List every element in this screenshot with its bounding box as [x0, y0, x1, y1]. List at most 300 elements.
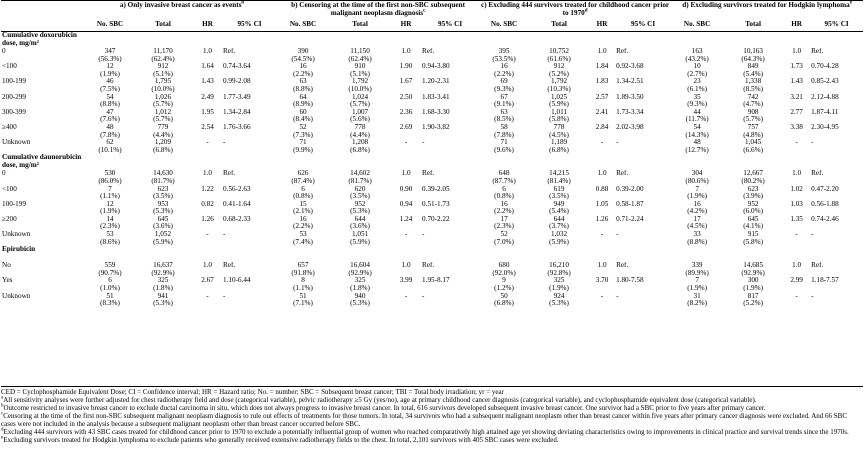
table-cell: 10,752 (61.6%) [547, 48, 571, 63]
column-header: Total [723, 21, 783, 32]
table-cell: - [795, 292, 798, 300]
table-cell: 1.83 [595, 78, 609, 86]
table-cell: 14,602 (81.7%) [348, 170, 372, 185]
table-cell: 1,792 (10.3%) [547, 78, 571, 93]
table-cell: 1.0 [792, 170, 802, 178]
table-cell: 1.0 [203, 170, 212, 178]
table-cell: 0.94-3.80 [422, 63, 450, 71]
row-label: 100-199 [2, 78, 26, 86]
table-cell: - [223, 139, 226, 147]
table-cell: 1.35 [790, 215, 803, 223]
table-cell: Ref. [811, 48, 824, 55]
table-cell: 63 (8.5%) [494, 108, 514, 124]
table-cell: - [795, 231, 798, 239]
table-row [1, 186, 863, 201]
table-cell: 6 (0.8%) [494, 185, 514, 201]
row-label: <100 [2, 63, 17, 71]
table-row [1, 170, 863, 185]
table-cell: 1.02 [790, 185, 803, 193]
table-cell: 14,215 (81.4%) [547, 170, 571, 185]
row-label: Unknown [2, 139, 31, 147]
table-cell: - [616, 139, 619, 147]
table-cell: 0.47-2.20 [811, 185, 839, 193]
table-cell: 16 (2.2%) [293, 63, 313, 78]
table-row [1, 277, 863, 292]
footnote [1, 404, 861, 412]
table-cell: 0.88 [595, 185, 609, 193]
table-cell: 1,052 (5.9%) [153, 231, 173, 246]
table-cell: 912 (5.2%) [549, 63, 569, 78]
table-cell: 347 (56.3%) [98, 48, 122, 63]
row-label: No [2, 262, 11, 270]
table-cell: 1.24 [399, 215, 413, 223]
table-cell: 2.50 [399, 93, 413, 101]
table-cell: 52 (7.3%) [293, 123, 313, 139]
table-cell: 2.69 [399, 123, 413, 131]
table-cell: 17 (2.3%) [494, 215, 514, 231]
table-cell: 16 (4.2%) [687, 200, 707, 216]
table-cell: 0.99-2.08 [223, 78, 251, 86]
table-cell: 1.05 [595, 200, 609, 208]
table-cell: 53 (8.6%) [100, 231, 120, 246]
table-cell: 1.68-3.30 [422, 108, 450, 116]
corner-subheader [1, 21, 87, 32]
table-cell: 0.85-2.43 [811, 78, 839, 86]
row-label: Unknown [2, 231, 31, 239]
table-cell: 1,026 (5.7%) [153, 93, 173, 109]
table-cell: 1.0 [203, 48, 212, 55]
table-cell: 530 (86.0%) [98, 170, 122, 185]
table-cell: 17 (4.5%) [687, 215, 707, 231]
table-cell: - [223, 292, 226, 300]
table-cell: 6 (0.8%) [293, 185, 313, 201]
table-row [1, 216, 863, 231]
table-cell: 3.70 [595, 277, 609, 285]
row-label: 100-199 [2, 200, 26, 208]
table-cell: 1,795 (10.0%) [151, 78, 175, 93]
section-title: Epirubicin [2, 246, 36, 254]
table-cell: 1.0 [792, 48, 802, 55]
table-cell: 1.20-2.31 [422, 78, 450, 86]
table-cell: - [404, 231, 408, 239]
table-cell: 1,045 (6.6%) [743, 139, 763, 154]
table-cell: 1,032 (5.9%) [549, 231, 569, 246]
table-cell: 1.67 [399, 78, 413, 86]
table-row [1, 124, 863, 139]
table-cell: 953 (5.3%) [153, 200, 173, 216]
table-cell: 64 (8.9%) [293, 93, 313, 109]
column-header: Total [529, 21, 589, 32]
table-cell: 11,150 (62.4%) [348, 48, 372, 63]
table-cell: 53 (7.4%) [293, 231, 313, 246]
table-row [1, 262, 863, 277]
group-header-b: b) Censoring at the time of the first non-SBC subsequent malignant neoplasm diagnosis$^c$ [277, 1, 479, 22]
row-label: ≥200 [2, 215, 17, 223]
row-label: 200-299 [2, 93, 26, 101]
table-cell: 908 (5.7%) [743, 108, 763, 124]
table-cell: 71 (9.6%) [494, 139, 514, 154]
column-header: No. SBC [671, 21, 723, 32]
table-cell: 6 (1.0%) [100, 277, 120, 293]
table-cell: - [422, 292, 425, 300]
table-bottom-rule [1, 386, 863, 387]
footnote [1, 428, 861, 436]
table-cell: 757 (4.8%) [743, 123, 763, 139]
table-cell: Ref. [422, 170, 435, 178]
table-cell: 31 (8.2%) [687, 292, 707, 308]
table-cell: 14,630 (81.7%) [151, 170, 175, 185]
table-cell: 67 (9.1%) [494, 93, 514, 109]
table-cell: 645 (4.1%) [743, 215, 763, 231]
table-cell: 742 (4.7%) [743, 93, 763, 109]
table-cell: 1.34-2.51 [616, 78, 644, 86]
table-cell: 3.21 [790, 93, 803, 101]
table-cell: 0.56-1.88 [811, 200, 839, 208]
table-cell: 35 (9.3%) [687, 93, 707, 109]
table-cell: Ref. [616, 48, 629, 55]
footnote-text: Censoring at the time of the first non-SBC subsequent malignant neoplasm diagnosis to rule out effects of treatments for those tumors. In total, 34 survivors who had a subsequent malignant neoplasm other than breast cancer within five years after primary cancer diagnosis were excluded. And 66 SBC cases were not included in the analysis because a subsequent malignant neoplasm other than breast cancer occurred before SBC. [1, 412, 847, 428]
table-cell: 620 (3.5%) [350, 185, 370, 201]
group-header-d: d) Excluding survivors treated for Hodgkin lymphoma$^e$ [671, 1, 863, 22]
table-cell: 16 (2.2%) [494, 63, 514, 78]
table-cell: - [795, 139, 798, 147]
table-cell: 1.10-6.44 [223, 277, 251, 285]
table-cell: Ref. [223, 262, 236, 270]
table-cell: 390 (54.5%) [291, 48, 315, 63]
row-label: Yes [2, 277, 13, 285]
table-cell: 50 (6.8%) [494, 292, 514, 308]
column-header: 95% CI [615, 21, 671, 32]
table-cell: 48 (7.8%) [100, 123, 120, 139]
table-cell: 1.73-3.34 [616, 108, 644, 116]
table-row [1, 293, 863, 308]
table-cell: 1,189 (6.8%) [549, 139, 569, 154]
table-cell: 623 (3.5%) [153, 185, 173, 201]
table-cell: 1.34-2.84 [223, 108, 251, 116]
table-cell: 0.51-1.73 [422, 200, 450, 208]
table-cell: 644 (3.7%) [549, 215, 569, 231]
table-cell: - [616, 231, 619, 239]
column-header: Total [329, 21, 391, 32]
footnote-text: Excluding survivors treated for Hodgkin lymphoma to exclude patients who generally received extensive radiotherapy fields to the chest. In total, 2,101 survivors with 405 SBC cases were excluded. [3, 436, 559, 444]
table-cell: - [404, 139, 408, 147]
table-cell: 0.71-2.24 [616, 215, 644, 223]
column-header: HR [193, 21, 222, 32]
footnote-marker: c [1, 411, 4, 417]
table-cell: Ref. [422, 262, 435, 270]
table-cell: - [206, 231, 209, 239]
table-cell: 16,637 (92.9%) [151, 262, 175, 277]
footnote [1, 396, 861, 404]
table-cell: 12 (1.9%) [100, 200, 120, 216]
table-cell: Ref. [422, 48, 435, 55]
table-cell: 778 (4.4%) [350, 123, 370, 139]
table-cell: 924 (5.3%) [549, 292, 569, 308]
table-cell: 325 (1.9%) [549, 277, 569, 293]
table-cell: 778 (4.5%) [549, 123, 569, 139]
table-cell: 1.83-3.41 [422, 93, 450, 101]
table-cell: 1.87-4.11 [811, 108, 839, 116]
table-cell: 1.0 [792, 262, 802, 270]
table-cell: 910 (5.1%) [350, 63, 370, 78]
table-cell: 1.26 [201, 215, 214, 223]
table-cell: 0.41-1.64 [223, 200, 251, 208]
table-cell: 644 (3.6%) [350, 215, 370, 231]
table-cell: 14,685 (92.9%) [741, 262, 765, 277]
table-cell: 949 (5.4%) [549, 200, 569, 216]
table-cell: 14 (2.3%) [100, 215, 120, 231]
table-cell: 339 (89.9%) [685, 262, 709, 277]
footnote-marker: b [1, 403, 4, 409]
table-cell: - [404, 292, 408, 300]
table-cell: 1.76-3.66 [223, 123, 251, 131]
table-cell: 16,210 (92.8%) [547, 262, 571, 277]
table-row [1, 139, 863, 154]
table-cell: - [223, 231, 226, 239]
table-cell: - [600, 139, 604, 147]
table-cell: 62 (10.1%) [98, 139, 122, 154]
table-cell: 1.03 [790, 200, 803, 208]
table-cell: 1,051 (5.9%) [350, 231, 370, 246]
table-cell: 395 (53.5%) [492, 48, 516, 63]
table-cell: 11,170 (62.4%) [151, 48, 175, 63]
table-cell: 941 (5.3%) [153, 292, 173, 308]
column-header: HR [391, 21, 421, 32]
table-cell: 54 (8.8%) [100, 93, 120, 109]
table-cell: 1,209 (6.8%) [153, 139, 173, 154]
table-cell: 1,012 (5.7%) [153, 108, 173, 124]
table-cell: 300 (1.9%) [743, 277, 763, 293]
table-cell: 952 (5.3%) [350, 200, 370, 216]
footnote [1, 388, 861, 396]
table-cell: 1,007 (5.6%) [350, 108, 370, 124]
table-cell: 0.94 [399, 200, 413, 208]
section-header-row [1, 154, 863, 170]
footnote-text: Outcome restricted to invasive breast cancer to exclude ductal carcinoma in situ, which does not always progress to invasive breast cancer. In total, 616 survivors developed subsequent invasive breast cancer. One survivor had a SBC prior to five years after primary cancer. [3, 404, 766, 412]
table-cell: - [206, 292, 209, 300]
footnote-text: CED = Cyclophosphamide Equivalent Dose; CI = Confidence interval; HR = Hazard ratio; No. = number; SBC = Subsequent breast cancer; TBI = Total body irradiation; yr = year [1, 388, 504, 396]
table-cell: 9 (1.2%) [494, 277, 514, 293]
table-cell: 1.0 [597, 262, 607, 270]
table-cell: Ref. [223, 170, 236, 178]
table-cell: 912 (5.1%) [153, 63, 173, 78]
table-cell: - [422, 139, 425, 147]
table-cell: Ref. [811, 262, 824, 270]
footnote-marker: e [1, 435, 4, 441]
table-row [1, 63, 863, 78]
table-cell: 0.39-2.00 [616, 185, 644, 193]
column-header: 95% CI [222, 21, 277, 32]
row-label: 300-399 [2, 108, 26, 116]
column-header: No. SBC [277, 21, 329, 32]
table-cell: 1.26 [595, 215, 609, 223]
footnotes [1, 388, 861, 444]
table-cell: 619 (3.5%) [549, 185, 569, 201]
table-cell: 0.56-2.63 [223, 185, 251, 193]
table-cell: 1.84 [595, 63, 609, 71]
section-header-row [1, 32, 863, 49]
row-label: ≥400 [2, 123, 17, 131]
table-cell: 1.43 [790, 78, 803, 86]
table-cell: 163 (43.2%) [685, 48, 709, 63]
table-cell: 648 (87.7%) [492, 170, 516, 185]
table-cell: 71 (9.9%) [293, 139, 313, 154]
sensitivity-analysis-table [1, 0, 863, 308]
table-cell: 1.73 [790, 63, 803, 71]
table-cell: 44 (11.7%) [685, 108, 709, 124]
table-cell: 1.95-8.17 [422, 277, 450, 285]
table-cell: 10,163 (64.3%) [741, 48, 765, 63]
table-cell: Ref. [811, 170, 824, 178]
row-label: <100 [2, 185, 17, 193]
table-cell: 952 (6.0%) [743, 200, 763, 216]
table-row [1, 94, 863, 109]
table-cell: 2.67 [201, 277, 214, 285]
table-cell: 2.02-3.98 [616, 123, 644, 131]
column-header: Total [133, 21, 193, 32]
table-cell: 325 (1.8%) [350, 277, 370, 293]
table-cell: Ref. [616, 262, 629, 270]
table-cell: 16,604 (92.9%) [348, 262, 372, 277]
group-header-a: a) Only invasive breast cancer as events$^b$ [87, 1, 277, 22]
table-cell: 623 (3.9%) [743, 185, 763, 201]
table-cell: 0.74-3.64 [223, 63, 251, 71]
table-cell: 325 (1.8%) [153, 277, 173, 293]
table-cell: 12 (1.9%) [100, 63, 120, 78]
footnote-text: All sensitivity analyses were further adjusted for chest radiotherapy field and dose (categorical variable), pelvic radiotherapy ≥5 Gy (yes/no), age at primary childhood cancer diagnosis (categorical variable), and cyclophosphamide equivalent dose (categorical variable). [3, 396, 757, 404]
table-cell: - [422, 231, 425, 239]
table-cell: 7 (1.9%) [687, 277, 707, 293]
table-cell: 52 (7.0%) [494, 231, 514, 246]
table-cell: - [811, 292, 814, 300]
table-cell: 0.74-2.46 [811, 215, 839, 223]
row-label: 0 [2, 48, 6, 55]
table-cell: 2.57 [595, 93, 609, 101]
table-cell: 559 (90.7%) [98, 262, 122, 277]
table-cell: 2.49 [201, 93, 214, 101]
table-cell: 60 (8.4%) [293, 108, 313, 124]
table-cell: 8 (1.1%) [293, 277, 313, 293]
table-row [1, 201, 863, 216]
table-cell: 1.64 [201, 63, 214, 71]
table-cell: 0.70-4.28 [811, 63, 839, 71]
table-cell: - [206, 139, 209, 147]
table-cell: 2.41 [595, 108, 609, 116]
table-cell: 1.43 [201, 78, 214, 86]
footnote-text: Excluding 444 survivors with 43 SBC cases treated for childhood cancer prior to 1970 to exclude a potentially influential group of women who reached comparatively high attained age yet showing deviating characteristics owing to improvements in clinical practice and survival trends since the 1970s. [3, 428, 849, 436]
table-cell: 0.68-2.33 [223, 215, 251, 223]
table-cell: 51 (7.1%) [293, 292, 313, 308]
footnote-marker: d [1, 427, 4, 433]
table-cell: 1,024 (5.7%) [350, 93, 370, 109]
table-cell: 15 (2.1%) [293, 200, 313, 216]
table-cell: 46 (7.5%) [100, 78, 120, 93]
table-cell: 3.38 [790, 123, 803, 131]
footnote-marker: a [1, 395, 4, 401]
table-cell: 940 (5.3%) [350, 292, 370, 308]
table-cell: 33 (8.8%) [687, 231, 707, 246]
table-cell: 2.30-4.95 [811, 123, 839, 131]
table-cell: - [616, 292, 619, 300]
table-cell: 680 (92.0%) [492, 262, 516, 277]
table-cell: 7 (1.9%) [687, 185, 707, 201]
table-cell: 16 (2.2%) [494, 200, 514, 216]
group-header-c: c) Excluding 444 survivors treated for childhood cancer prior to 1970$^d$ [479, 1, 671, 22]
table-cell: 1,025 (5.9%) [549, 93, 569, 109]
table-cell: 12,667 (80.2%) [741, 170, 765, 185]
table-cell: Ref. [616, 170, 629, 178]
table-cell: 1.0 [401, 170, 411, 178]
table-cell: 817 (5.2%) [743, 292, 763, 308]
section-title: Cumulative daunorubicin dose, mg/m² [2, 154, 82, 169]
table-cell: 47 (7.6%) [100, 108, 120, 124]
table-cell: 1.89-3.50 [616, 93, 644, 101]
table-cell: 51 (8.3%) [100, 292, 120, 308]
table-cell: 23 (6.1%) [687, 78, 707, 93]
table-cell: 1,792 (10.0%) [348, 78, 372, 93]
column-header: No. SBC [87, 21, 133, 32]
table-cell: - [600, 231, 604, 239]
table-cell: 0.70-2.22 [422, 215, 450, 223]
table-cell: 1.90-3.82 [422, 123, 450, 131]
section-title: Cumulative doxorubicin dose, mg/m² [2, 31, 77, 47]
table-row [1, 48, 863, 63]
table-cell: 1.18-7.57 [811, 277, 839, 285]
table-cell: 58 (7.8%) [494, 123, 514, 139]
row-label: 0 [2, 170, 6, 178]
table-row [1, 109, 863, 124]
table-cell: 849 (5.4%) [743, 63, 763, 78]
table-cell: 645 (3.6%) [153, 215, 173, 231]
corner-header [1, 1, 87, 22]
table-cell: 2.84 [595, 123, 609, 131]
table-cell: 626 (87.4%) [291, 170, 315, 185]
table-cell: 54 (14.3%) [685, 123, 709, 139]
table-cell: 1.80-7.58 [616, 277, 644, 285]
table-cell: - [811, 231, 814, 239]
table-cell: 1.0 [203, 262, 212, 270]
table-cell: 657 (91.8%) [291, 262, 315, 277]
table-cell: 1,208 (6.8%) [350, 139, 370, 154]
table-cell: 1.90 [399, 63, 413, 71]
table-cell: 3.99 [399, 277, 413, 285]
column-header: HR [783, 21, 810, 32]
table-cell: 0.82 [201, 200, 214, 208]
table-cell: 0.90 [399, 185, 413, 193]
table-cell: 1.22 [201, 185, 214, 193]
table-cell: 10 (2.7%) [687, 63, 707, 78]
table-cell: 48 (12.7%) [685, 139, 709, 154]
table-cell: 0.58-1.87 [616, 200, 644, 208]
table-cell: 0.92-3.68 [616, 63, 644, 71]
table-cell: 2.36 [399, 108, 413, 116]
table-cell: 16 (2.2%) [293, 215, 313, 231]
table-cell: 779 (4.4%) [153, 123, 173, 139]
table-cell: 2.99 [790, 277, 803, 285]
column-header: 95% CI [421, 21, 479, 32]
table-row [1, 231, 863, 246]
table-cell: 1.0 [597, 170, 607, 178]
table-cell: 304 (80.6%) [685, 170, 709, 185]
table-cell: 1.0 [597, 48, 607, 55]
column-header: 95% CI [810, 21, 863, 32]
table-cell: 1.0 [401, 48, 411, 55]
table-cell: 69 (9.3%) [494, 78, 514, 93]
table-cell: 915 (5.8%) [743, 231, 763, 246]
column-header: No. SBC [479, 21, 529, 32]
table-cell: 1.77-3.49 [223, 93, 251, 101]
table-cell: 1.0 [401, 262, 411, 270]
